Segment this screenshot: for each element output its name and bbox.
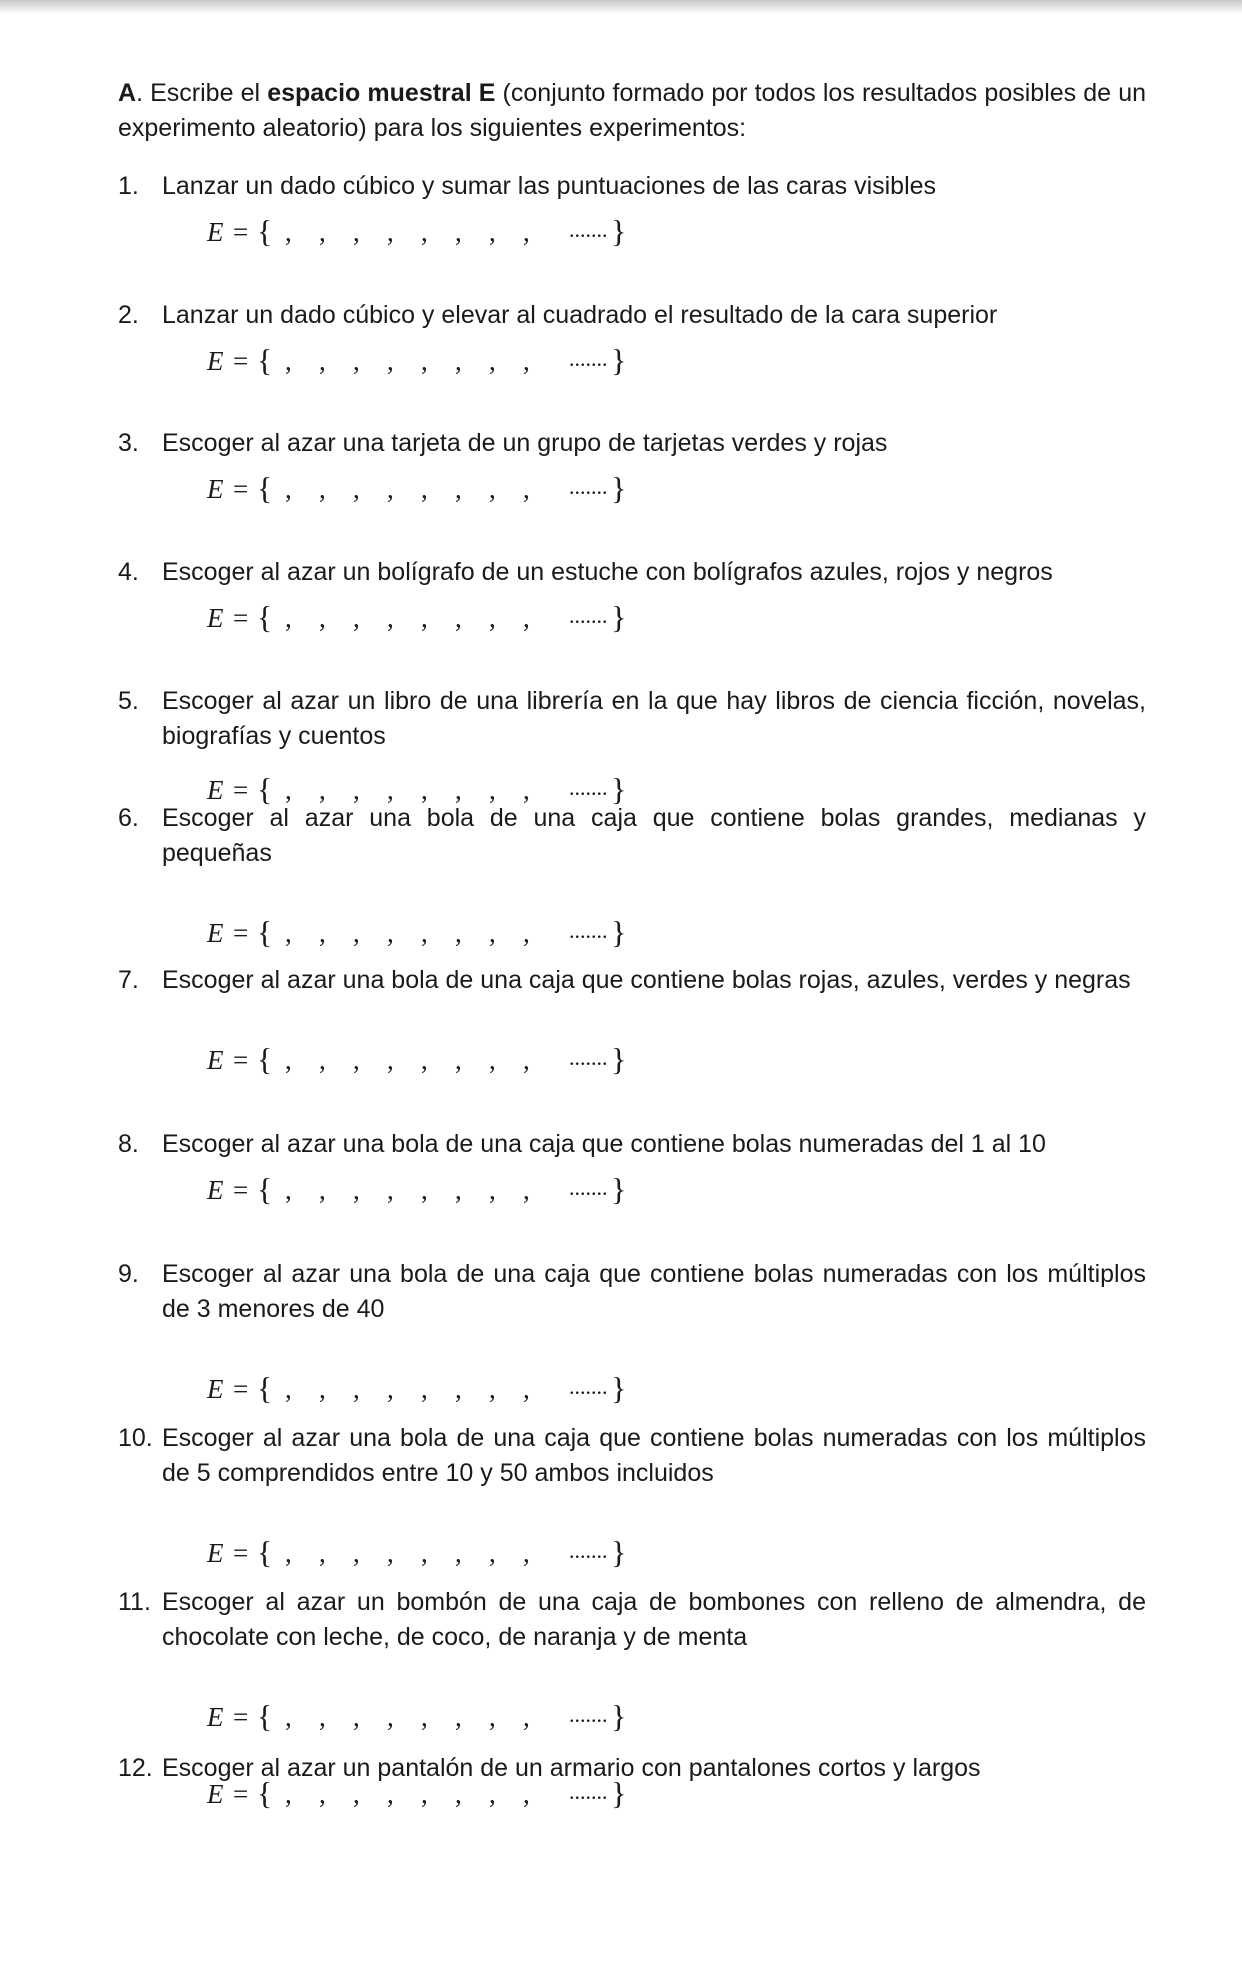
exercise-text: Escoger al azar una bola de una caja que contiene bolas numeradas con los múltiplos de 3 menores de 40 bbox=[162, 1260, 1146, 1323]
comma-separator: , bbox=[489, 346, 496, 376]
comma-separator: , bbox=[489, 918, 496, 948]
close-brace: } bbox=[611, 914, 627, 950]
comma-separator: , bbox=[319, 1175, 326, 1205]
equals-sign: = bbox=[233, 1175, 249, 1205]
comma-separator: , bbox=[353, 217, 360, 247]
close-brace: } bbox=[611, 1171, 627, 1207]
comma-separator: , bbox=[353, 1374, 360, 1404]
blank-element-slots bbox=[285, 1702, 557, 1733]
comma-separator: , bbox=[455, 1045, 462, 1075]
close-brace: } bbox=[611, 342, 627, 378]
comma-separator: , bbox=[353, 1779, 360, 1809]
set-variable: E bbox=[207, 775, 224, 805]
comma-separator: , bbox=[319, 1045, 326, 1075]
comma-separator: , bbox=[455, 1175, 462, 1205]
blank-element-slots bbox=[285, 1374, 557, 1405]
comma-separator: , bbox=[387, 603, 394, 633]
open-brace: { bbox=[257, 1041, 273, 1077]
comma-separator: , bbox=[421, 603, 428, 633]
set-variable: E bbox=[207, 346, 224, 376]
comma-separator: , bbox=[523, 346, 530, 376]
exercise-number: 3. bbox=[118, 429, 139, 457]
ellipsis-dots: ....... bbox=[569, 217, 608, 242]
instructions-body: (conjunto formado por todos los resultados posibles de un experimento aleatorio) para los siguientes experimentos: bbox=[118, 79, 1147, 142]
sample-space-answer-set bbox=[207, 1534, 1146, 1578]
blank-element-slots bbox=[285, 1538, 557, 1569]
comma-separator: , bbox=[421, 1045, 428, 1075]
exercise-question bbox=[118, 1127, 1146, 1162]
ellipsis-dots: ....... bbox=[569, 918, 608, 943]
close-brace: } bbox=[611, 1041, 627, 1077]
open-brace: { bbox=[257, 1775, 273, 1811]
equals-sign: = bbox=[233, 775, 249, 805]
comma-separator: , bbox=[319, 1702, 326, 1732]
ellipsis-dots: ....... bbox=[569, 1702, 608, 1727]
exercise-number: 10. bbox=[118, 1424, 153, 1452]
set-variable: E bbox=[207, 474, 224, 504]
comma-separator: , bbox=[353, 1045, 360, 1075]
section-label: A bbox=[118, 79, 137, 107]
blank-element-slots bbox=[285, 1045, 557, 1076]
exercise-question bbox=[118, 298, 1146, 333]
comma-separator: , bbox=[421, 474, 428, 504]
comma-separator: , bbox=[523, 217, 530, 247]
comma-separator: , bbox=[421, 1374, 428, 1404]
comma-separator: , bbox=[387, 1702, 394, 1732]
top-shadow bbox=[0, 0, 1242, 14]
exercise-item bbox=[118, 1585, 1146, 1742]
set-variable: E bbox=[207, 603, 224, 633]
open-brace: { bbox=[257, 1698, 273, 1734]
worksheet-page bbox=[118, 76, 1147, 1811]
comma-separator: , bbox=[455, 217, 462, 247]
comma-separator: , bbox=[489, 474, 496, 504]
sample-space-answer-set bbox=[207, 599, 1146, 643]
close-brace: } bbox=[611, 599, 627, 635]
exercise-question bbox=[118, 1585, 1146, 1655]
comma-separator: , bbox=[421, 1175, 428, 1205]
exercise-text: Escoger al azar un bombón de una caja de bombones con relleno de almendra, de chocolate con leche, de coco, de naranja y de menta bbox=[162, 1588, 1146, 1651]
equals-sign: = bbox=[233, 1779, 249, 1809]
exercise-number: 6. bbox=[118, 804, 139, 832]
comma-separator: , bbox=[421, 217, 428, 247]
comma-separator: , bbox=[523, 1702, 530, 1732]
equals-sign: = bbox=[233, 1702, 249, 1732]
comma-separator: , bbox=[523, 1374, 530, 1404]
comma-separator: , bbox=[489, 1702, 496, 1732]
exercise-number: 1. bbox=[118, 172, 139, 200]
comma-separator: , bbox=[319, 1538, 326, 1568]
exercise-item bbox=[118, 963, 1146, 1085]
ellipsis-dots: ....... bbox=[569, 474, 608, 499]
blank-element-slots bbox=[285, 918, 557, 949]
close-brace: } bbox=[611, 1370, 627, 1406]
exercise-text: Lanzar un dado cúbico y sumar las puntuaciones de las caras visibles bbox=[162, 172, 937, 200]
set-variable: E bbox=[207, 918, 224, 948]
blank-element-slots bbox=[285, 1779, 557, 1810]
exercise-number: 12. bbox=[118, 1754, 153, 1782]
comma-separator: , bbox=[387, 346, 394, 376]
comma-separator: , bbox=[489, 1045, 496, 1075]
equals-sign: = bbox=[233, 346, 249, 376]
close-brace: } bbox=[611, 1775, 627, 1811]
set-variable: E bbox=[207, 1702, 224, 1732]
comma-separator: , bbox=[353, 1538, 360, 1568]
comma-separator: , bbox=[455, 775, 462, 805]
blank-element-slots bbox=[285, 346, 557, 377]
comma-separator: , bbox=[285, 918, 292, 948]
exercise-question bbox=[118, 801, 1146, 871]
exercise-question bbox=[118, 169, 1146, 204]
comma-separator: , bbox=[285, 1374, 292, 1404]
sample-space-answer-set bbox=[207, 1698, 1146, 1742]
set-variable: E bbox=[207, 1374, 224, 1404]
exercise-number: 9. bbox=[118, 1260, 139, 1288]
equals-sign: = bbox=[233, 1538, 249, 1568]
open-brace: { bbox=[257, 599, 273, 635]
exercise-number: 4. bbox=[118, 558, 139, 586]
exercise-number: 11. bbox=[118, 1588, 151, 1616]
comma-separator: , bbox=[353, 918, 360, 948]
comma-separator: , bbox=[455, 1702, 462, 1732]
exercise-item bbox=[118, 684, 1146, 815]
comma-separator: , bbox=[319, 1779, 326, 1809]
ellipsis-dots: ....... bbox=[569, 1374, 608, 1399]
exercise-question bbox=[118, 426, 1146, 461]
comma-separator: , bbox=[353, 603, 360, 633]
comma-separator: , bbox=[523, 1045, 530, 1075]
comma-separator: , bbox=[387, 217, 394, 247]
exercise-question bbox=[118, 684, 1146, 754]
comma-separator: , bbox=[319, 775, 326, 805]
set-variable: E bbox=[207, 1538, 224, 1568]
equals-sign: = bbox=[233, 1374, 249, 1404]
exercise-item bbox=[118, 426, 1146, 514]
ellipsis-dots: ....... bbox=[569, 775, 608, 800]
open-brace: { bbox=[257, 470, 273, 506]
comma-separator: , bbox=[523, 1538, 530, 1568]
open-brace: { bbox=[257, 1370, 273, 1406]
comma-separator: , bbox=[455, 918, 462, 948]
comma-separator: , bbox=[353, 775, 360, 805]
set-variable: E bbox=[207, 1779, 224, 1809]
comma-separator: , bbox=[523, 775, 530, 805]
comma-separator: , bbox=[285, 346, 292, 376]
comma-separator: , bbox=[285, 603, 292, 633]
sample-space-answer-set bbox=[207, 213, 1146, 257]
comma-separator: , bbox=[387, 474, 394, 504]
comma-separator: , bbox=[353, 1175, 360, 1205]
instructions bbox=[118, 76, 1146, 146]
exercise-text: Escoger al azar una bola de una caja que contiene bolas rojas, azules, verdes y negras bbox=[162, 966, 1131, 994]
comma-separator: , bbox=[421, 775, 428, 805]
ellipsis-dots: ....... bbox=[569, 1779, 608, 1804]
sample-space-term: espacio muestral E bbox=[267, 79, 496, 107]
comma-separator: , bbox=[489, 603, 496, 633]
close-brace: } bbox=[611, 771, 627, 807]
set-variable: E bbox=[207, 217, 224, 247]
comma-separator: , bbox=[489, 1779, 496, 1809]
exercise-item bbox=[118, 801, 1146, 958]
comma-separator: , bbox=[523, 474, 530, 504]
comma-separator: , bbox=[387, 1779, 394, 1809]
comma-separator: , bbox=[523, 603, 530, 633]
comma-separator: , bbox=[285, 1538, 292, 1568]
comma-separator: , bbox=[421, 1702, 428, 1732]
exercise-item bbox=[118, 298, 1146, 386]
sample-space-answer-set bbox=[207, 914, 1146, 958]
comma-separator: , bbox=[523, 1175, 530, 1205]
open-brace: { bbox=[257, 342, 273, 378]
ellipsis-dots: ....... bbox=[569, 1538, 608, 1563]
set-variable: E bbox=[207, 1045, 224, 1075]
comma-separator: , bbox=[489, 1175, 496, 1205]
comma-separator: , bbox=[421, 1538, 428, 1568]
exercise-question bbox=[118, 963, 1146, 998]
comma-separator: , bbox=[285, 1175, 292, 1205]
comma-separator: , bbox=[285, 1702, 292, 1732]
exercise-number: 7. bbox=[118, 966, 139, 994]
comma-separator: , bbox=[455, 1779, 462, 1809]
comma-separator: , bbox=[387, 1045, 394, 1075]
close-brace: } bbox=[611, 213, 627, 249]
exercise-item bbox=[118, 1127, 1146, 1215]
comma-separator: , bbox=[387, 1374, 394, 1404]
instructions-lead: . Escribe el bbox=[136, 79, 268, 107]
close-brace: } bbox=[611, 1534, 627, 1570]
exercise-text: Escoger al azar una bola de una caja que contiene bolas numeradas del 1 al 10 bbox=[162, 1130, 1046, 1158]
comma-separator: , bbox=[285, 217, 292, 247]
comma-separator: , bbox=[489, 1374, 496, 1404]
blank-element-slots bbox=[285, 217, 557, 248]
equals-sign: = bbox=[233, 474, 249, 504]
set-variable: E bbox=[207, 1175, 224, 1205]
comma-separator: , bbox=[319, 217, 326, 247]
comma-separator: , bbox=[387, 918, 394, 948]
exercise-number: 5. bbox=[118, 687, 139, 715]
exercise-item bbox=[118, 1257, 1146, 1414]
comma-separator: , bbox=[319, 346, 326, 376]
exercise-item bbox=[118, 1421, 1146, 1578]
close-brace: } bbox=[611, 470, 627, 506]
blank-element-slots bbox=[285, 603, 557, 634]
comma-separator: , bbox=[489, 217, 496, 247]
comma-separator: , bbox=[285, 775, 292, 805]
exercise-text: Escoger al azar un bolígrafo de un estuche con bolígrafos azules, rojos y negros bbox=[162, 558, 1053, 586]
sample-space-answer-set bbox=[207, 470, 1146, 514]
open-brace: { bbox=[257, 1534, 273, 1570]
comma-separator: , bbox=[421, 1779, 428, 1809]
comma-separator: , bbox=[489, 1538, 496, 1568]
comma-separator: , bbox=[387, 1175, 394, 1205]
comma-separator: , bbox=[353, 346, 360, 376]
open-brace: { bbox=[257, 914, 273, 950]
comma-separator: , bbox=[421, 918, 428, 948]
ellipsis-dots: ....... bbox=[569, 603, 608, 628]
close-brace: } bbox=[611, 1698, 627, 1734]
exercise-number: 8. bbox=[118, 1130, 139, 1158]
comma-separator: , bbox=[319, 474, 326, 504]
sample-space-answer-set bbox=[207, 1041, 1146, 1085]
ellipsis-dots: ....... bbox=[569, 1175, 608, 1200]
comma-separator: , bbox=[285, 1045, 292, 1075]
sample-space-answer-set bbox=[207, 1775, 1146, 1819]
equals-sign: = bbox=[233, 918, 249, 948]
comma-separator: , bbox=[319, 1374, 326, 1404]
equals-sign: = bbox=[233, 603, 249, 633]
comma-separator: , bbox=[455, 346, 462, 376]
comma-separator: , bbox=[455, 603, 462, 633]
exercise-text: Escoger al azar un libro de una librería en la que hay libros de ciencia ficción, novelas, biografías y cuentos bbox=[162, 687, 1146, 750]
exercise-item bbox=[118, 169, 1146, 257]
blank-element-slots bbox=[285, 1175, 557, 1206]
exercise-text: Escoger al azar una tarjeta de un grupo de tarjetas verdes y rojas bbox=[162, 429, 888, 457]
comma-separator: , bbox=[285, 1779, 292, 1809]
equals-sign: = bbox=[233, 1045, 249, 1075]
comma-separator: , bbox=[353, 474, 360, 504]
exercise-question bbox=[118, 555, 1146, 590]
comma-separator: , bbox=[319, 603, 326, 633]
open-brace: { bbox=[257, 213, 273, 249]
comma-separator: , bbox=[455, 1538, 462, 1568]
sample-space-answer-set bbox=[207, 1171, 1146, 1215]
sample-space-answer-set bbox=[207, 342, 1146, 386]
sample-space-answer-set bbox=[207, 1370, 1146, 1414]
exercise-text: Escoger al azar un pantalón de un armario con pantalones cortos y largos bbox=[162, 1754, 981, 1782]
comma-separator: , bbox=[387, 1538, 394, 1568]
comma-separator: , bbox=[523, 918, 530, 948]
equals-sign: = bbox=[233, 217, 249, 247]
ellipsis-dots: ....... bbox=[569, 346, 608, 371]
open-brace: { bbox=[257, 1171, 273, 1207]
comma-separator: , bbox=[523, 1779, 530, 1809]
exercise-text: Lanzar un dado cúbico y elevar al cuadrado el resultado de la cara superior bbox=[162, 301, 998, 329]
exercise-item bbox=[118, 555, 1146, 643]
exercise-number: 2. bbox=[118, 301, 139, 329]
exercise-item bbox=[118, 1751, 1146, 1819]
comma-separator: , bbox=[353, 1702, 360, 1732]
exercise-text: Escoger al azar una bola de una caja que contiene bolas numeradas con los múltiplos de 5 comprendidos entre 10 y 50 ambos incluidos bbox=[162, 1424, 1146, 1487]
comma-separator: , bbox=[421, 346, 428, 376]
comma-separator: , bbox=[489, 775, 496, 805]
comma-separator: , bbox=[319, 918, 326, 948]
exercise-text: Escoger al azar una bola de una caja que contiene bolas grandes, medianas y pequeñas bbox=[162, 804, 1146, 867]
blank-element-slots bbox=[285, 474, 557, 505]
exercise-question bbox=[118, 1421, 1146, 1491]
exercise-question bbox=[118, 1257, 1146, 1327]
ellipsis-dots: ....... bbox=[569, 1045, 608, 1070]
open-brace: { bbox=[257, 771, 273, 807]
comma-separator: , bbox=[455, 1374, 462, 1404]
comma-separator: , bbox=[387, 775, 394, 805]
comma-separator: , bbox=[285, 474, 292, 504]
comma-separator: , bbox=[455, 474, 462, 504]
